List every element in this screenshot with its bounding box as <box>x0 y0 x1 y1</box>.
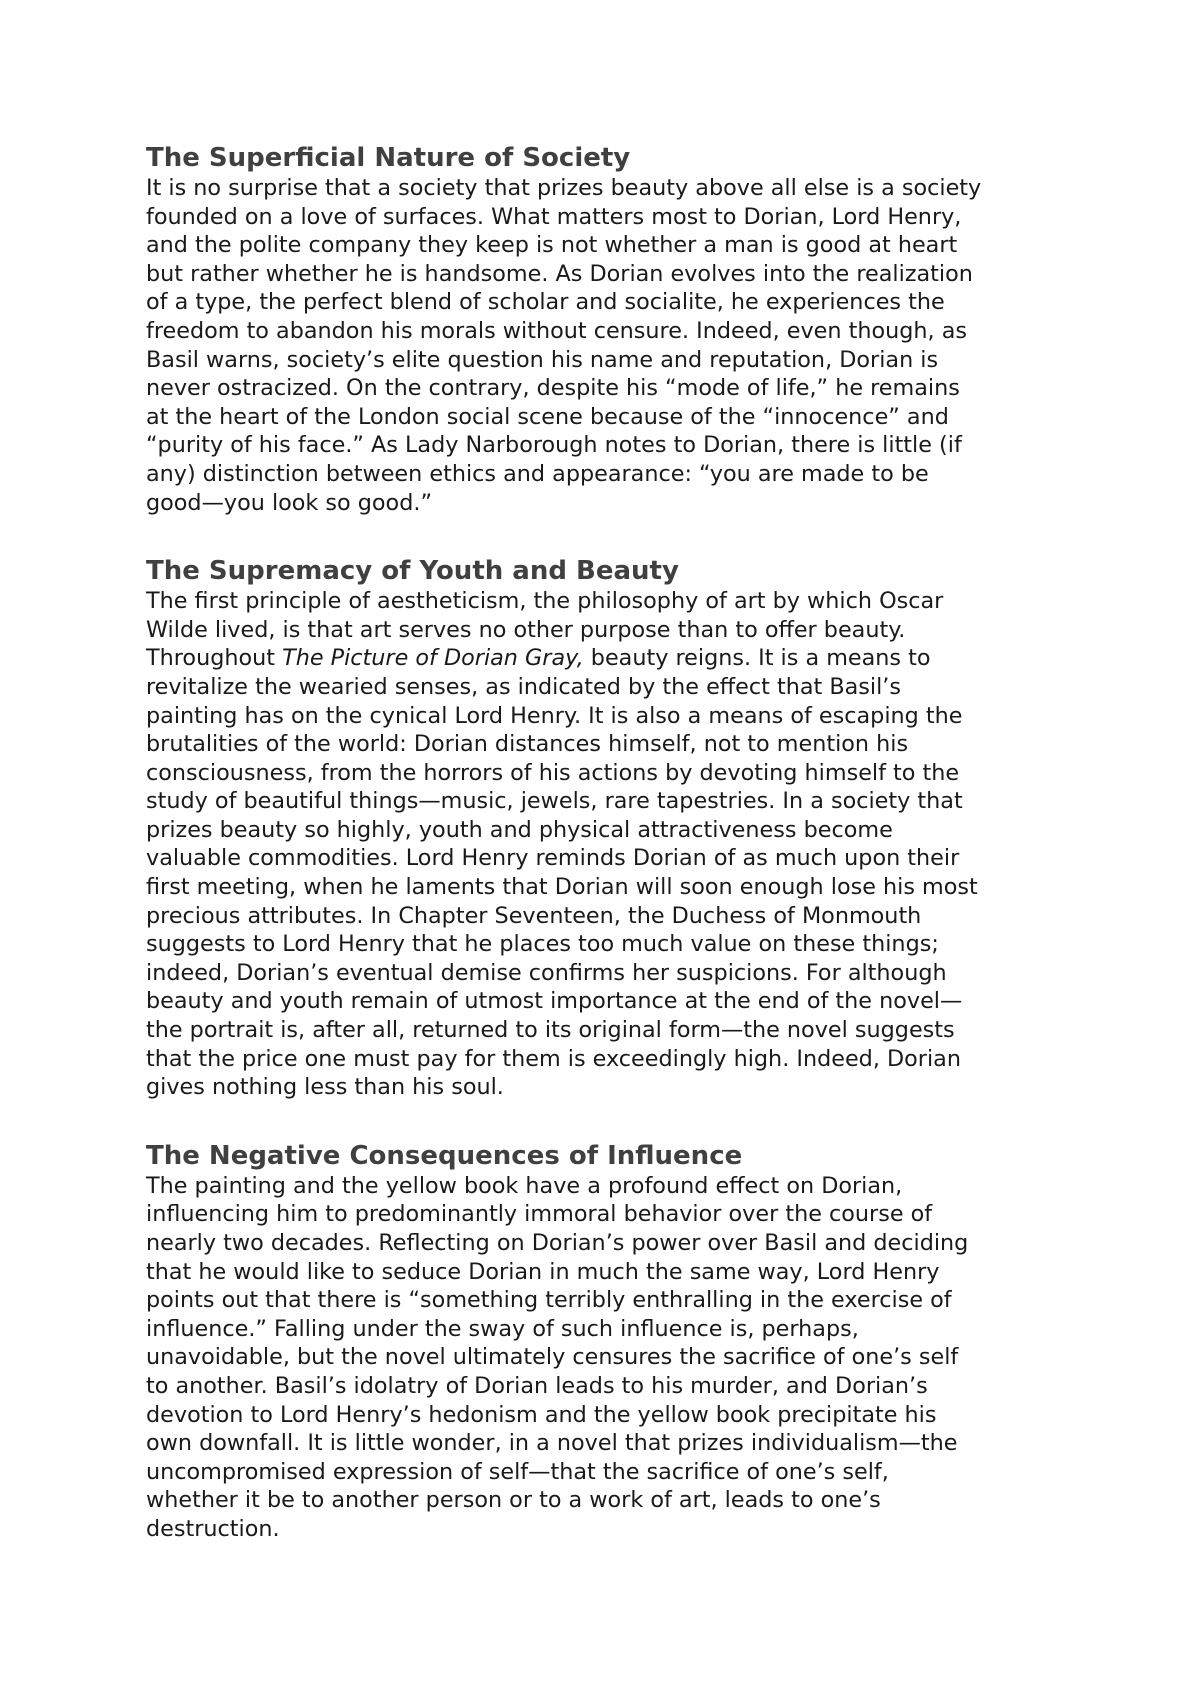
body-line: points out that there is “something terribly enthralling in the exercise of <box>146 1287 952 1314</box>
body-line: the portrait is, after all, returned to its original form—the novel suggests <box>146 1017 955 1044</box>
novel-title: The Picture of Dorian Gray, <box>282 645 584 672</box>
body-line: indeed, Dorian’s eventual demise confirms her suspicions. For although <box>146 959 947 986</box>
body-line: gives nothing less than his soul. <box>146 1074 504 1101</box>
body-line: valuable commodities. Lord Henry reminds Dorian of as much upon their <box>146 845 960 872</box>
body-line: freedom to abandon his morals without censure. Indeed, even though, as <box>146 317 967 344</box>
body-line: precious attributes. In Chapter Seventeen, the Duchess of Monmouth <box>146 902 922 929</box>
body-line: uncompromised expression of self—that the sacrifice of one’s self, <box>146 1458 889 1485</box>
body-line: to another. Basil’s idolatry of Dorian leads to his murder, and Dorian’s <box>146 1372 928 1399</box>
body-line: painting has on the cynical Lord Henry. It is also a means of escaping the <box>146 702 963 729</box>
body-line: first meeting, when he laments that Dorian will soon enough lose his most <box>146 874 978 901</box>
body-line: founded on a love of surfaces. What matters most to Dorian, Lord Henry, <box>146 203 962 230</box>
section-body <box>146 1172 1082 1544</box>
body-line: destruction. <box>146 1515 280 1542</box>
body-line: beauty and youth remain of utmost importance at the end of the novel— <box>146 988 963 1015</box>
body-line: consciousness, from the horrors of his actions by devoting himself to the <box>146 759 960 786</box>
section-heading: The Superficial Nature of Society <box>146 143 631 173</box>
section-heading: The Supremacy of Youth and Beauty <box>146 556 679 587</box>
body-line: study of beautiful things—music, jewels, rare tapestries. In a society that <box>146 788 963 815</box>
body-line: It is no surprise that a society that prizes beauty above all else is a society <box>146 175 982 201</box>
section-heading: The Negative Consequences of Influence <box>146 1140 743 1171</box>
body-line: suggests to Lord Henry that he places too much value on these things; <box>146 931 939 958</box>
body-line: Wilde lived, is that art serves no other purpose than to offer beauty. <box>146 616 906 643</box>
body-line: own downfall. It is little wonder, in a novel that prizes individualism—the <box>146 1430 958 1457</box>
document-page <box>146 142 1082 1582</box>
body-line: and the polite company they keep is not whether a man is good at heart <box>146 232 958 259</box>
body-line: revitalize the wearied senses, as indicated by the effect that Basil’s <box>146 673 902 700</box>
body-line: that the price one must pay for them is exceedingly high. Indeed, Dorian <box>146 1045 961 1072</box>
body-line: influencing him to predominantly immoral behavior over the course of <box>146 1201 933 1228</box>
body-line: unavoidable, but the novel ultimately censures the sacrifice of one’s self <box>146 1344 959 1371</box>
body-line: The first principle of aestheticism, the philosophy of art by which Oscar <box>146 588 944 615</box>
body-line-with-title <box>146 644 1082 673</box>
body-line: but rather whether he is handsome. As Dorian evolves into the realization <box>146 260 973 287</box>
section-influence <box>146 1140 1082 1544</box>
body-line: that he would like to seduce Dorian in much the same way, Lord Henry <box>146 1258 940 1285</box>
line-prefix: Throughout <box>146 645 283 672</box>
body-line: influence.” Falling under the sway of such influence is, perhaps, <box>146 1315 859 1342</box>
body-line: whether it be to another person or to a work of art, leads to one’s <box>146 1487 881 1514</box>
body-line: good—you look so good.” <box>146 489 432 516</box>
section-body <box>146 174 1082 517</box>
body-line: of a type, the perfect blend of scholar and socialite, he experiences the <box>146 289 945 316</box>
body-line: prizes beauty so highly, youth and physical attractiveness become <box>146 816 893 843</box>
body-line: “purity of his face.” As Lady Narborough notes to Dorian, there is little (if <box>146 432 962 459</box>
body-line: at the heart of the London social scene because of the “innocence” and <box>146 403 949 430</box>
body-line: nearly two decades. Reflecting on Dorian’s power over Basil and deciding <box>146 1230 969 1256</box>
body-line: never ostracized. On the contrary, despite his “mode of life,” he remains <box>146 375 960 402</box>
section-body <box>146 587 1082 1102</box>
section-superficial-society <box>146 142 1082 517</box>
body-line: devotion to Lord Henry’s hedonism and the yellow book precipitate his <box>146 1401 937 1428</box>
body-line: The painting and the yellow book have a profound effect on Dorian, <box>146 1172 903 1199</box>
body-line: any) distinction between ethics and appearance: “you are made to be <box>146 460 929 487</box>
body-line: Basil warns, society’s elite question his name and reputation, Dorian is <box>146 346 939 373</box>
line-suffix: beauty reigns. It is a means to <box>583 645 931 672</box>
body-line: brutalities of the world: Dorian distances himself, not to mention his <box>146 731 909 758</box>
section-youth-beauty <box>146 555 1082 1102</box>
